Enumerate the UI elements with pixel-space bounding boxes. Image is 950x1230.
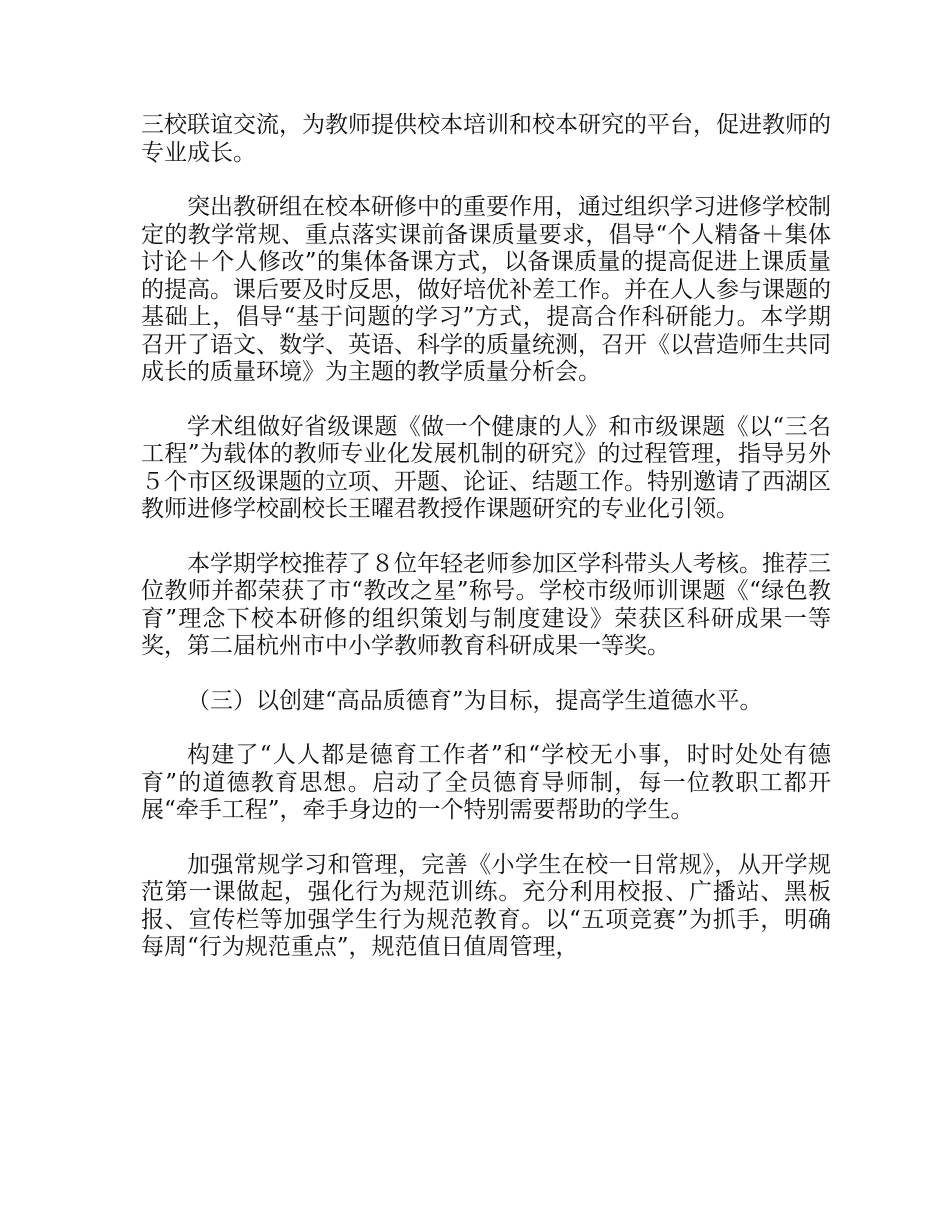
paragraph-teaching-research-group: 突出教研组在校本研修中的重要作用，通过组织学习进修学校制定的教学常规、重点落实课前备课质量要求，倡导“个人精备＋集体讨论＋个人修改”的集体备课方式，以备课质量的提高促进上课质量的提高。课后要及时反思，做好培优补差工作。并在人人参与课题的基础上，倡导“基于问题的学习”方式，提高合作科研能力。本学期召开了语文、数学、英语、科学的质量统测，召开《以营造师生共同成长的质量环境》为主题的教学质量分析会。 <box>141 194 831 385</box>
paragraph-routine-management: 加强常规学习和管理，完善《小学生在校一日常规》，从开学规范第一课做起，强化行为规范训练。充分利用校报、广播站、黑板报、宣传栏等加强学生行为规范教育。以“五项竞赛”为抓手，明确每周“行为规范重点”，规范值日值周管理， <box>141 851 831 960</box>
paragraph-teacher-exchange: 三校联谊交流，为教师提供校本培训和校本研究的平台，促进教师的专业成长。 <box>141 112 831 166</box>
document-body <box>141 112 831 962</box>
paragraph-teacher-awards: 本学期学校推荐了８位年轻老师参加区学科带头人考核。推荐三位教师并都荣获了市“教改之星”称号。学校市级师训课题《“绿色教育”理念下校本研修的组织策划与制度建设》荣获区科研成果一等奖，第二届杭州市中小学教师教育科研成果一等奖。 <box>141 550 831 659</box>
paragraph-academic-group: 学术组做好省级课题《做一个健康的人》和市级课题《以“三名工程”为载体的教师专业化发展机制的研究》的过程管理，指导另外５个市区级课题的立项、开题、论证、结题工作。特别邀请了西湖区教师进修学校副校长王曜君教授作课题研究的专业化引领。 <box>141 413 831 522</box>
paragraph-moral-education-thought: 构建了“人人都是德育工作者”和“学校无小事，时时处处有德育”的道德教育思想。启动了全员德育导师制，每一位教职工都开展“牵手工程”，牵手身边的一个特别需要帮助的学生。 <box>141 742 831 823</box>
section-heading-moral-education: （三）以创建“高品质德育”为目标，提高学生道德水平。 <box>187 687 763 714</box>
